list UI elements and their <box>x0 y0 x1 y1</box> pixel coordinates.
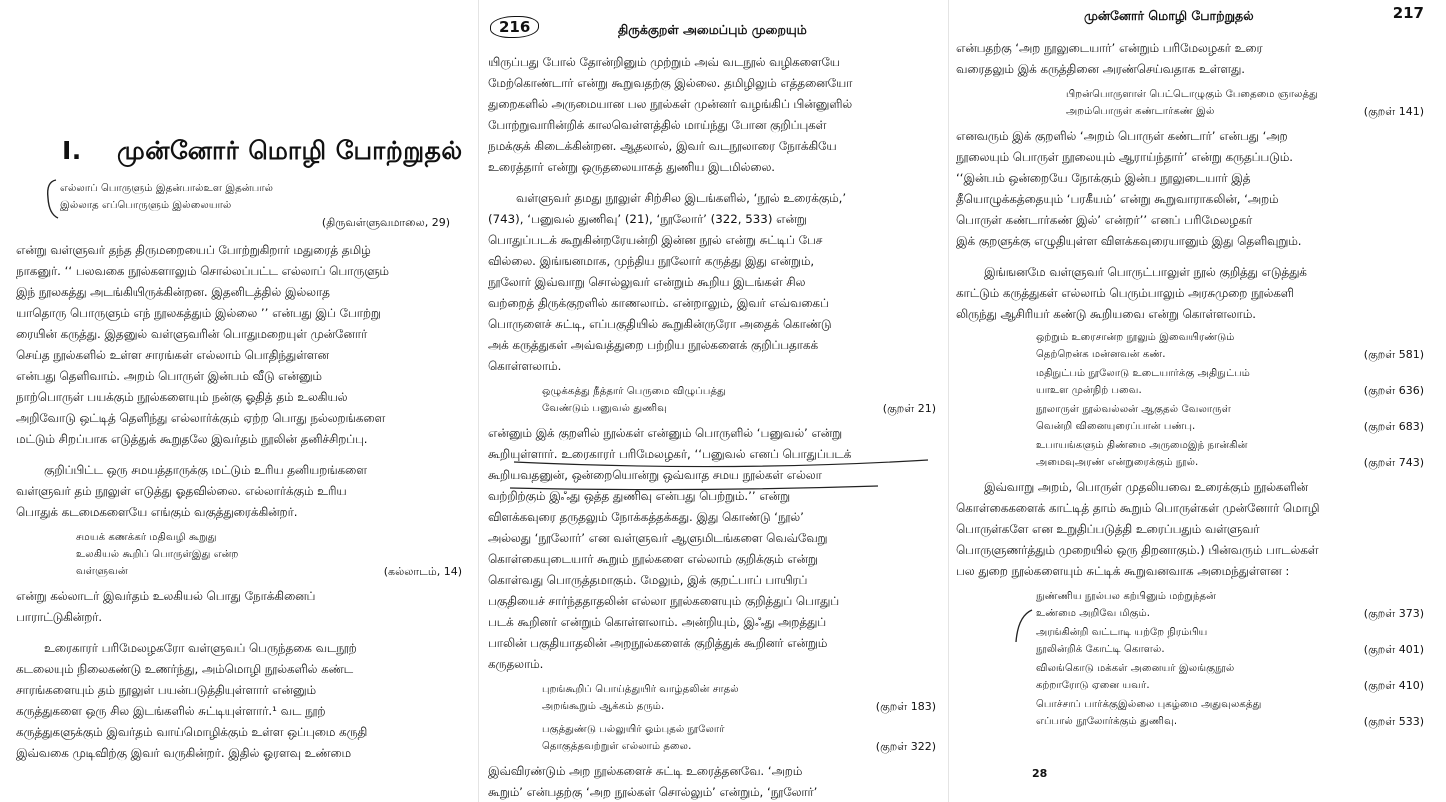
left-quote-kalladam: சமயக் கணக்கர் மதிவழி கூறுது உலகியல் கூறிப் பொருள்இது என்ற வள்ளுவன் (கல்லாடம், 14) <box>76 532 462 578</box>
page-footer-mark: 28 <box>1032 767 1048 780</box>
kural-410: விலங்கொடு மக்கள் அனையர் இலங்குநூல் கற்றாரோடு ஏனை யவர். (குறள் 410) <box>1036 663 1424 692</box>
mid-para-3: என்னும் இக் குறளில் நூல்கள் என்னும் பொருளில் ‘பனுவல்’ என்று கூறியுள்ளார். உரைகாரர் பரிமேலழகர், ‘‘பனுவல் எனப் பொதுப்படக் கூறியவதனுன், ஒன்றையொன்று ஒவ்வாத சமய நூல்கள் எல்லா வற்றிற்கும் இஃது ஒத்த துணிவு என்பது பெற்றும்.’’ என்று விளக்கவுரை தருதலும் நோக்கத்தக்கது. இது கொண்டு ‘நூல்’ அல்லது ‘நூலோர்’ என வள்ளுவர் ஆளுமிடங்களை வெவ்வேறு கொள்கையுடையார் கூறும் நூல்களை எல்லாம் குறிக்கும் என்று கொள்வது பொருத்தமாகும். மேலும், இக் குறட்பாப் பாயிரப் பகுதியைச் சார்ந்ததாதலின் எல்லா நூல்களையும் குறித்துப் பொதுப் படக் கூறினர் என்றும் கொள்ளலாம். அன்றியும், இஃது அறத்துப் பாலின் பகுதியாதலின் அறநூல்களைக் குறித்துக் கூறினர் என்றும் கருதலாம். <box>488 426 852 671</box>
kural-581: ஒற்றும் உரைசான்ற நூலும் இவையிரண்டும் தெற்றென்க மன்னவன் கண். (குறள் 581) <box>1036 332 1424 361</box>
right-para-2: எனவரும் இக் குறளில் ‘அறம் பொருள் கண்டார்’ என்பது ‘அற நூலையும் பொருள் நூலையும் ஆராய்ந்தார்’ என்று கருதப்படும். ‘‘இன்பம் ஒன்றையே நோக்கும் இன்ப நூலுடையார் இத் தீயொழுக்கத்தையும் ‘பரகீயம்’ என்று கூறுவாராகலின், ‘அறம் பொருள் கண்டார்கண் இல்’ என்றர்’’ எனப் பரிமேலழகர் இக் குறளுக்கு எழுதியுள்ள விளக்கவுரையானும் இது தெளிவுறும். <box>956 129 1302 248</box>
page-number-216: 216 <box>490 18 539 36</box>
mid-quote-kural-183: புறங்கூறிப் பொய்த்துயிர் வாழ்தலின் சாதல் அறங்கூறும் ஆக்கம் தரும். (குறள் 183) <box>542 684 936 713</box>
page-number-217: 217 <box>1392 4 1424 22</box>
right-kural-list-2 <box>956 588 1430 730</box>
gutter-right <box>948 0 949 802</box>
chapter-number: I. <box>62 136 82 165</box>
left-para-4: உரைகாரர் பரிமேலழகரோ வள்ளுவப் பெருந்தகை வடநூற் கடலையும் நிலைகண்டு உணர்ந்து, அம்மொழி நூல்களில் கண்ட சாரங்களையும் தம் நூலுள் பயன்படுத்தியுள்ளார் என்னும் கருத்துகளை ஒரு சில இடங்களில் சுட்டியுள்ளார்.¹ வட நூற் கருத்துகளுக்கும் இவர்தம் வாய்மொழிக்கும் உள்ள ஒப்புமை கருதி இவ்வகை முடிவிற்கு இவர் வருகின்றர். இதில் ஓரளவு உண்மை <box>16 641 368 760</box>
gutter-left <box>478 0 479 802</box>
right-para-1: என்பதற்கு ‘அற நூலுடையார்’ என்றும் பரிமேலழகர் உரை வரைதலும் இக் கருத்தினை அரண்செய்வதாக உள்ளது. <box>956 41 1263 76</box>
running-head-middle: திருக்குறள் அமைப்பும் முறையும் <box>618 22 807 37</box>
kural-533: பொச்சாப் பார்க்குஇல்லை புகழ்மை அதுவுலகத்து எப்பால் நூலோர்க்கும் துணிவு. (குறள் 533) <box>1036 699 1424 728</box>
right-kural-list-1 <box>956 329 1430 471</box>
kural-373: நுண்ணிய நூல்பல கற்பினும் மற்றுந்தன் உண்மை அறிவே மிகும். (குறள் 373) <box>1036 591 1424 620</box>
kural-683: நூலாருள் நூல்வல்லன் ஆகுதல் வேலாருள் வென்றி வினையுரைப்பான் பண்பு. (குறள் 683) <box>1036 404 1424 433</box>
mid-para-1: யிருப்பது போல் தோன்றினும் முற்றும் அவ் வடநூல் வழிகளையே மேற்கொண்டார் என்று கூறுவதற்கு இல்லை. தமிழிலும் எத்தனையோ துறைகளில் அருமையான பல நூல்கள் முன்னர் வழங்கிப் பின்னுளில் போற்றுவாரின்றிக் காலவெள்ளத்தில் மாய்ந்து போன குறிப்புகள் நமக்குக் கிடைக்கின்றன. ஆதலால், இவர் வடநூலாரை நோக்கியே உரைத்தார் என்று ஒருதலையாகத் துணிய இடமில்லை. <box>488 55 853 174</box>
mid-para-4: இவ்விரண்டும் அற நூல்களைச் சுட்டி உரைத்தனவே. ‘அறம் கூறும்’ என்பதற்கு ‘அற நூல்கள் சொல்லும்’ என்றும், ‘நூலோர்’ <box>488 764 818 799</box>
right-para-3: இங்ஙனமே வள்ளுவர் பொருட்பாலுள் நூல் குறித்து எடுத்துக் காட்டும் கருத்துகள் எல்லாம் பெரும்பாலும் அரசுமுறை நூல்களி லிருந்து ஆசிரியர் கண்டு கூறியவை என்று கொள்ளலாம். <box>956 265 1307 321</box>
right-para-4: இவ்வாறு அறம், பொருள் முதலியவை உரைக்கும் நூல்களின் கொள்கைகளைக் காட்டித் தாம் கூறும் பொருள்கள் முன்னோர் மொழி பொருள்களே என உறுதிப்படுத்தி உரைப்பதும் வள்ளுவர் பொருளுணர்த்தும் முறையில் ஒரு திறனாகும்.) பின்வரும் பாடல்கள் பல துறை நூல்களையும் சுட்டிக் கூறுவனவாக அமைந்துள்ளன : <box>956 480 1320 578</box>
kural-636: மதிநுட்பம் நூலோடு உடையார்க்கு அதிநுட்பம் யாஉள முன்நிற் பவை. (குறள் 636) <box>1036 368 1424 397</box>
pen-bracket-mark <box>42 176 62 222</box>
mid-quote-kural-21: ஒழுக்கத்து நீத்தார் பெருமை விழுப்பத்து வேண்டும் பனுவல் துணிவு (குறள் 21) <box>542 386 936 415</box>
left-para-2: குறிப்பிட்ட ஒரு சமயத்தாருக்கு மட்டும் உரிய தனியறங்களை வள்ளுவர் தம் நூலுள் எடுத்து ஓதவில்லை. எல்லார்க்கும் உரிய பொதுக் கடமைகளையே எங்கும் வகுத்துரைக்கின்றர். <box>16 463 367 519</box>
right-page <box>956 0 1430 802</box>
middle-page <box>488 0 942 802</box>
epigraph: எல்லாப் பொருளும் இதன்பால்உள இதன்பால் இல்லாத எப்பொருளும் இல்லையால் (திருவள்ளுவமாலை, 29) <box>60 183 450 229</box>
left-para-3: என்று கல்லாடர் இவர்தம் உலகியல் பொது நோக்கினைப் பாராட்டுகின்றர். <box>16 589 316 624</box>
right-quote-kural-141: பிறன்பொருளாள் பெட்டொழுகும் பேதைமை ஞாலத்து அறம்பொருள் கண்டார்கண் இல் (குறள் 141) <box>1066 89 1424 118</box>
kalladam-citation: (கல்லாடம், 14) <box>383 565 462 578</box>
kural-743: உபாயங்களும் திண்மை அருமைஇந் நான்கின் அமைவுஅரண் என்றுரைக்கும் நூல். (குறள் 743) <box>1036 440 1424 469</box>
epigraph-citation: (திருவள்ளுவமாலை, 29) <box>321 216 450 229</box>
kural-401: அரங்கின்றி வட்டாடி யற்றே நிரம்பிய நூலின்றிக் கோட்டி கொளல். (குறள் 401) <box>1036 627 1424 656</box>
chapter-heading <box>62 136 463 169</box>
mid-para-2: வள்ளுவர் தமது நூலுள் சிற்சில இடங்களில், ‘நூல் உரைக்கும்,’ (743), ‘பனுவல் துணிவு’ (21), ‘நூலோர்’ (322, 533) என்று பொதுப்படக் கூறுகின்றரேயன்றி இன்ன நூல் என்று சுட்டிப் பேச வில்லை. இங்ஙனமாக, முந்திய நூலோர் கருத்து இது என்றும், நூலோர் இவ்வாறு சொல்லுவர் என்றும் கூறிய இடங்கள் சில வற்றைத் திருக்குறளில் காணலாம். என்றாலும், இவர் எவ்வகைப் பொருளைச் சுட்டி, எப்பகுதியில் கூறுகின்ருரோ அதைக் கொண்டு அக் கருத்துகள் அவ்வத்துறை பற்றிய நூல்களைக் குறிப்பதாகக் கொள்ளலாம். <box>488 191 847 373</box>
left-para-1: என்று வள்ளுவர் தந்த திருமறையைப் போற்றுகிறார் மதுரைத் தமிழ் நாகனுர். ‘‘ பலவகை நூல்களாலும் சொல்லப்பட்ட எல்லாப் பொருளும் இந் நூலகத்து அடங்கியிருக்கின்றன. இதனிடத்தில் இல்லாத யாதொரு பொருளும் எந் நூலகத்தும் இல்லை ’’ என்பது இப் போற்று ரையின் கருத்து. இதனுல் வள்ளுவரின் பொதுமறையுள் முன்னோர் செய்த நூல்களில் உள்ள சாரங்கள் எல்லாம் பொதிந்துள்ளன என்பது தெளிவாம். அறம் பொருள் இன்பம் வீடு என்னும் நாற்பொருள் பயக்கும் நூல்களையும் நன்கு ஓதித் தம் உலகியல் அறிவோடு ஒட்டித் தெளிந்து எல்லார்க்கும் ஏற்ற பொது நல்லறங்களை மட்டும் சிறப்பாக எடுத்துக் கூறுதலே இவர்தம் நூலின் தனிச்சிறப்பு. <box>16 243 389 446</box>
chapter-title: முன்னோர் மொழி போற்றுதல் <box>117 136 463 165</box>
running-head-right: முன்னோர் மொழி போற்றுதல் <box>1084 8 1254 23</box>
left-page <box>16 0 468 802</box>
mid-quote-kural-322: பகுத்துண்டு பல்லுயிர் ஓம்புதல் நூலோர் தொகுத்தவற்றுள் எல்லாம் தலை. (குறள் 322) <box>542 724 936 753</box>
